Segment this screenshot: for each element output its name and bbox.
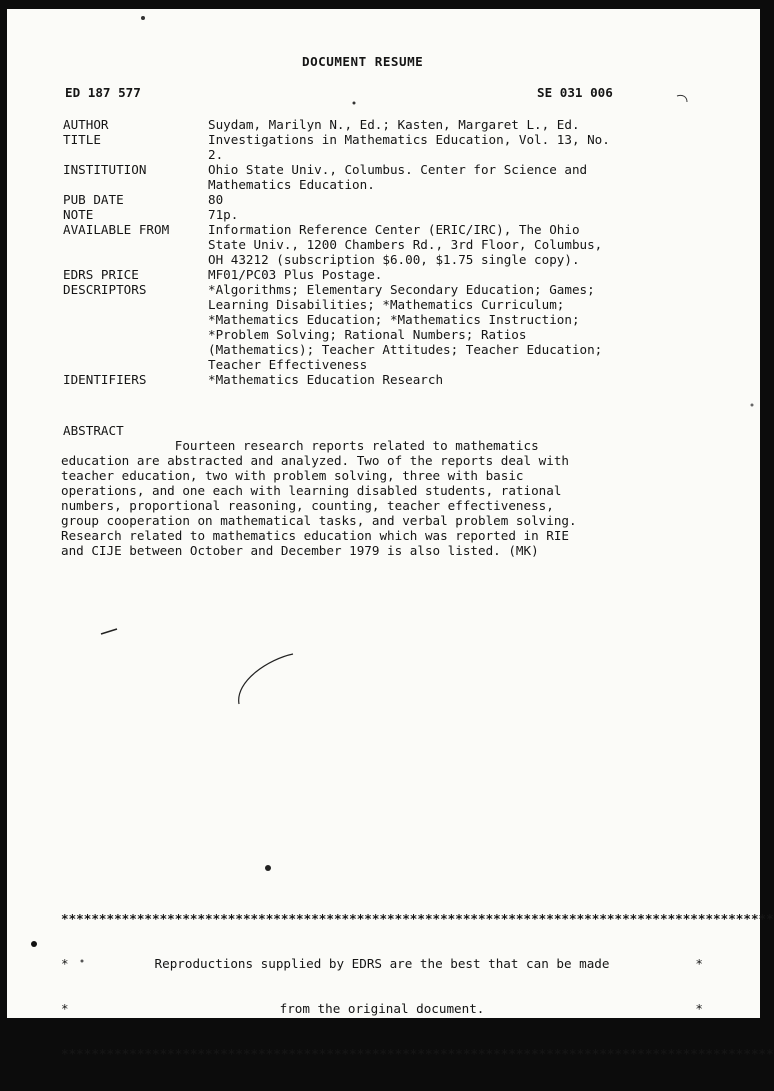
ink-dash-mark — [101, 629, 117, 634]
notice-line-1: Reproductions supplied by EDRS are the best that can be made — [154, 956, 610, 971]
document-title: DOCUMENT RESUME — [302, 54, 424, 69]
metadata-value: (Mathematics); Teacher Attitudes; Teacher Education; — [208, 342, 603, 357]
pen-stroke-mark — [239, 654, 293, 704]
reproduction-notice: ********************************************************************************************** * Reproductions supplied by EDRS are the best that can be made * * from the original document. * ********************************************************************************************** — [61, 911, 774, 1061]
metadata-value: Investigations in Mathematics Education, Vol. 13, No. — [208, 132, 610, 147]
abstract-line: and CIJE between October and December 1979 is also listed. (MK) — [61, 543, 539, 558]
metadata-value: Learning Disabilities; *Mathematics Curriculum; — [208, 297, 565, 312]
metadata-value: *Problem Solving; Rational Numbers; Ratios — [208, 327, 527, 342]
metadata-label: IDENTIFIERS — [63, 372, 147, 387]
ink-dot — [141, 16, 145, 20]
notice-border-top: ********************************************************************************************** — [61, 911, 774, 926]
metadata-label: AVAILABLE FROM — [63, 222, 170, 237]
metadata-value: Ohio State Univ., Columbus. Center for Science and — [208, 162, 588, 177]
metadata-value: *Mathematics Education Research — [208, 372, 444, 387]
ed-number: ED 187 577 — [65, 85, 141, 100]
abstract-label: ABSTRACT — [63, 423, 124, 438]
metadata-value: State Univ., 1200 Chambers Rd., 3rd Floor, Columbus, — [208, 237, 603, 252]
metadata-value: *Mathematics Education; *Mathematics Instruction; — [208, 312, 580, 327]
abstract-line: Research related to mathematics education which was reported in RIE — [61, 528, 569, 543]
metadata-label: DESCRIPTORS — [63, 282, 147, 297]
metadata-value: MF01/PC03 Plus Postage. — [208, 267, 383, 282]
ink-dot — [353, 102, 356, 105]
metadata-label: AUTHOR — [63, 117, 109, 132]
metadata-label: NOTE — [63, 207, 94, 222]
metadata-value: Teacher Effectiveness — [208, 357, 368, 372]
metadata-value: *Algorithms; Elementary Secondary Education; Games; — [208, 282, 595, 297]
abstract-line: numbers, proportional reasoning, counting, teacher effectiveness, — [61, 498, 554, 513]
abstract-line: Fourteen research reports related to mathematics — [61, 438, 539, 453]
ink-mark — [677, 95, 687, 102]
metadata-value: OH 43212 (subscription $6.00, $1.75 single copy). — [208, 252, 580, 267]
metadata-label: TITLE — [63, 132, 101, 147]
metadata-value: 2. — [208, 147, 224, 162]
metadata-value: 80 — [208, 192, 224, 207]
metadata-value: 71p. — [208, 207, 239, 222]
metadata-label: PUB DATE — [63, 192, 124, 207]
metadata-label: INSTITUTION — [63, 162, 147, 177]
metadata-label: EDRS PRICE — [63, 267, 139, 282]
ink-dot — [751, 404, 754, 407]
abstract-line: operations, and one each with learning disabled students, rational — [61, 483, 562, 498]
ink-dot — [31, 941, 37, 947]
metadata-value: Information Reference Center (ERIC/IRC), The Ohio — [208, 222, 580, 237]
abstract-line: teacher education, two with problem solving, three with basic — [61, 468, 524, 483]
scan-artifacts — [7, 9, 774, 1018]
ink-dot — [265, 865, 271, 871]
abstract-line: group cooperation on mathematical tasks, and verbal problem solving. — [61, 513, 577, 528]
abstract-line: education are abstracted and analyzed. Two of the reports deal with — [61, 453, 569, 468]
document-page — [7, 9, 774, 1061]
ink-dot — [81, 960, 84, 963]
notice-border-bottom: ********************************************************************************************** — [61, 1046, 774, 1061]
metadata-value: Mathematics Education. — [208, 177, 375, 192]
metadata-value: Suydam, Marilyn N., Ed.; Kasten, Margaret L., Ed. — [208, 117, 580, 132]
notice-line-2: from the original document. — [279, 1001, 485, 1016]
se-number: SE 031 006 — [537, 85, 613, 100]
